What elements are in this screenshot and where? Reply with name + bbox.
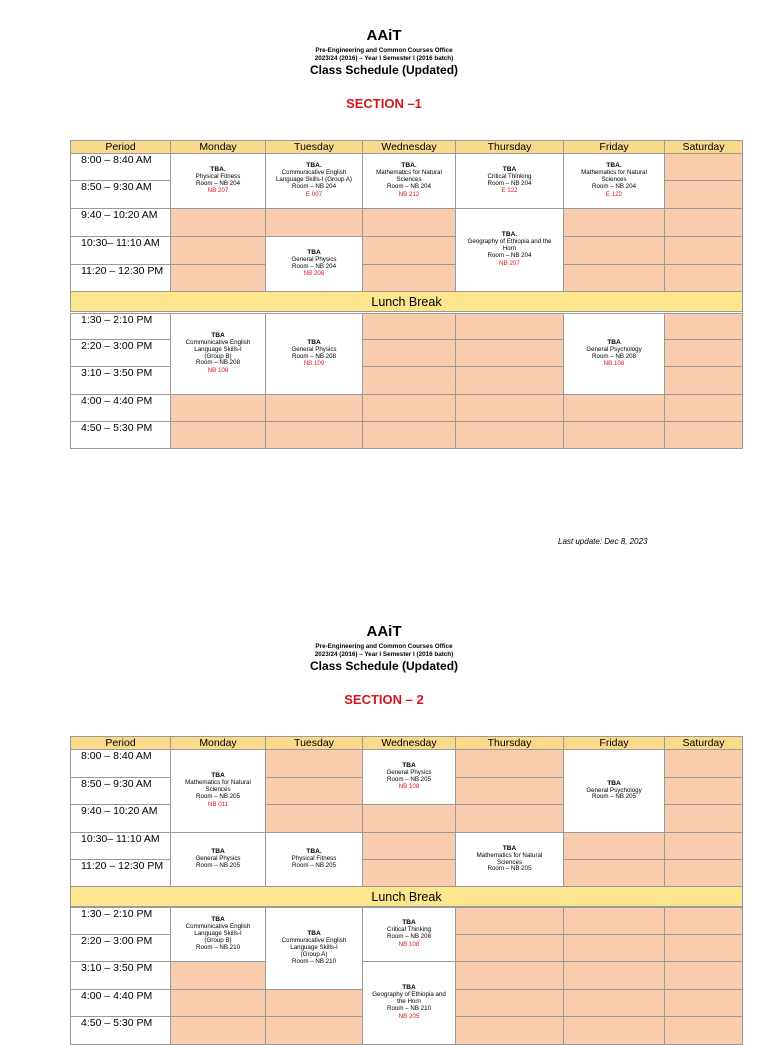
s1-empty-slot [455, 313, 564, 340]
class-line: Sciences [496, 858, 523, 866]
s2-empty-slot [664, 832, 743, 860]
s2-period-cell: 4:50 – 5:30 PM [70, 1016, 171, 1045]
s1-period-cell: 10:30– 11:10 AM [70, 236, 171, 265]
class-room: NB 108 [603, 360, 625, 368]
class-line: Room – NB 204 [291, 182, 337, 190]
s2-empty-slot [664, 907, 743, 935]
s1-empty-slot [362, 236, 456, 265]
s1-empty-slot [563, 394, 665, 422]
s1-class-block[interactable] [265, 153, 363, 209]
s1-empty-slot [265, 394, 363, 422]
s2-empty-slot [455, 749, 564, 778]
section2-batch: 2023/24 (2016) – Year I Semester I (2016 batch) [314, 650, 454, 658]
class-room: E 122 [501, 187, 518, 195]
s2-empty-slot [664, 989, 743, 1017]
s2-period-cell: 10:30– 11:10 AM [70, 832, 171, 860]
s1-period-cell: 11:20 – 12:30 PM [70, 264, 171, 292]
s1-header-friday: Friday [563, 140, 665, 154]
s1-empty-slot [455, 366, 564, 395]
class-line: (Group A) [300, 950, 328, 958]
class-line: Room – NB 204 [386, 182, 432, 190]
class-room: NB 109 [303, 360, 325, 368]
s1-empty-slot [563, 264, 665, 292]
s2-empty-slot [664, 1016, 743, 1045]
s1-period-cell: 3:10 – 3:50 PM [70, 366, 171, 395]
class-tba: TBA [607, 779, 621, 787]
s1-period-cell: 4:00 – 4:40 PM [70, 394, 171, 422]
s1-empty-slot [362, 421, 456, 449]
class-line: Mathematics for Natural [581, 169, 647, 177]
s2-period-cell: 4:00 – 4:40 PM [70, 989, 171, 1017]
s2-empty-slot [563, 832, 665, 860]
class-room: NB 212 [398, 190, 420, 198]
s1-empty-slot [455, 339, 564, 367]
class-line: Geography of Ethiopia and the [467, 238, 552, 246]
s1-class-block[interactable] [455, 208, 564, 292]
s2-empty-slot [362, 804, 456, 833]
s1-class-block[interactable] [563, 153, 665, 209]
s1-header-monday: Monday [170, 140, 266, 154]
class-line: Room – NB 208 [386, 933, 432, 940]
s2-class-block[interactable] [362, 749, 456, 805]
s2-period-cell: 3:10 – 3:50 PM [70, 961, 171, 990]
s2-empty-slot [664, 859, 743, 887]
s2-empty-slot [664, 934, 743, 962]
s2-empty-slot [265, 777, 363, 805]
class-line: (Group B) [204, 352, 232, 360]
class-line: Communicative English [185, 923, 251, 931]
class-line: Language Skills-I [194, 345, 242, 353]
s2-class-block[interactable] [170, 749, 266, 833]
class-line: Communicative English [281, 169, 347, 177]
s1-header-thursday: Thursday [455, 140, 564, 154]
s2-lunch-break: Lunch Break [70, 886, 743, 907]
class-line: General Psychology [586, 345, 642, 353]
s2-class-block[interactable] [170, 832, 266, 887]
class-line: Room – NB 205 [291, 861, 337, 869]
class-line: General Physics [291, 345, 337, 353]
section2-title: AAiT [366, 623, 402, 640]
s1-class-block[interactable] [265, 236, 363, 292]
s1-empty-slot [664, 208, 743, 237]
class-room: NB 011 [207, 800, 229, 808]
s2-empty-slot [455, 934, 564, 962]
s1-empty-slot [170, 208, 266, 237]
s2-empty-slot [664, 804, 743, 833]
class-line: Room – NB 205 [487, 865, 532, 873]
s2-class-block[interactable] [455, 832, 564, 887]
class-tba: TBA [502, 844, 517, 852]
s2-empty-slot [664, 961, 743, 990]
s2-period-cell: 9:40 – 10:20 AM [70, 804, 171, 833]
class-line: Sciences [601, 176, 627, 184]
s1-empty-slot [362, 394, 456, 422]
class-line: Sciences [205, 786, 231, 794]
class-tba: TBA. [606, 162, 622, 170]
s1-empty-slot [170, 394, 266, 422]
section2-label: SECTION – 2 [344, 692, 424, 707]
class-line: Room – NB 210 [195, 943, 241, 951]
s1-empty-slot [170, 421, 266, 449]
class-line: Geography of Ethiopia and [372, 991, 446, 999]
class-line: Room – NB 205 [195, 861, 241, 869]
class-room: NB 108 [207, 367, 229, 375]
last-update: Last update: Dec 8, 2023 [558, 537, 648, 546]
s2-empty-slot [455, 777, 564, 805]
class-tba: TBA [402, 761, 416, 769]
s2-empty-slot [563, 859, 665, 887]
s2-header-thursday: Thursday [455, 736, 564, 750]
s2-header-saturday: Saturday [664, 736, 743, 750]
s2-empty-slot [170, 961, 266, 990]
class-tba: TBA [211, 848, 225, 856]
s2-class-block[interactable] [362, 961, 456, 1045]
s2-empty-slot [563, 961, 665, 990]
section1-batch: 2023/24 (2016) – Year I Semester I (2016 batch) [314, 54, 454, 62]
class-tba: TBA. [401, 162, 417, 170]
class-line: General Physics [291, 255, 337, 263]
s2-class-block[interactable] [265, 907, 363, 990]
class-line: Room – NB 208 [291, 352, 337, 360]
section1-schedule-title: Class Schedule (Updated) [309, 63, 459, 77]
s2-empty-slot [664, 777, 743, 805]
s1-period-cell: 8:50 – 9:30 AM [70, 180, 171, 209]
s1-empty-slot [664, 313, 743, 340]
class-tba: TBA. [501, 231, 518, 239]
s2-empty-slot [170, 989, 266, 1017]
s1-header-saturday: Saturday [664, 140, 743, 154]
s2-empty-slot [265, 749, 363, 778]
s2-empty-slot [455, 804, 564, 833]
class-tba: TBA. [210, 165, 226, 173]
s2-empty-slot [563, 934, 665, 962]
s1-class-block[interactable] [170, 313, 266, 395]
s1-header-period: Period [70, 140, 171, 154]
s1-empty-slot [563, 421, 665, 449]
class-tba: TBA. [306, 848, 322, 856]
class-line: Language Skills-I [290, 944, 338, 952]
class-line: Mathematics for Natural [476, 851, 543, 859]
class-line: Room – NB 208 [591, 352, 637, 360]
section1-title: AAiT [366, 27, 402, 44]
s1-empty-slot [664, 421, 743, 449]
class-line: Communicative English [185, 338, 251, 346]
class-room: NB 207 [499, 259, 520, 267]
s1-empty-slot [362, 264, 456, 292]
s2-period-cell: 8:50 – 9:30 AM [70, 777, 171, 805]
s2-class-block[interactable] [170, 907, 266, 962]
s1-empty-slot [664, 180, 743, 209]
class-tba: TBA [211, 331, 225, 339]
s1-empty-slot [664, 339, 743, 367]
class-line: Room – NB 210 [291, 957, 337, 965]
class-room: NB 205 [398, 1012, 420, 1020]
s1-empty-slot [265, 421, 363, 449]
s2-empty-slot [265, 1016, 363, 1045]
class-line: Room – NB 205 [195, 792, 241, 800]
section2-office: Pre-Engineering and Common Courses Office [315, 643, 453, 650]
class-line: Horn [502, 245, 517, 253]
class-room: NB 108 [398, 940, 420, 948]
s1-empty-slot [664, 264, 743, 292]
s1-empty-slot [362, 208, 456, 237]
s1-period-cell: 9:40 – 10:20 AM [70, 208, 171, 237]
class-room: NB 208 [303, 270, 325, 278]
s1-class-block[interactable] [265, 313, 363, 395]
class-line: Sciences [396, 176, 422, 184]
class-room: E 007 [305, 190, 323, 198]
s2-empty-slot [170, 1016, 266, 1045]
section2-schedule-title: Class Schedule (Updated) [309, 659, 459, 673]
s2-header-wednesday: Wednesday [362, 736, 456, 750]
s1-period-cell: 2:20 – 3:00 PM [70, 339, 171, 367]
class-room: E 122 [605, 190, 623, 198]
class-line: Critical Thinking [487, 172, 532, 180]
s2-empty-slot [455, 989, 564, 1017]
s2-empty-slot [563, 1016, 665, 1045]
s2-empty-slot [362, 859, 456, 887]
class-room: NB 108 [398, 783, 420, 791]
s1-empty-slot [455, 421, 564, 449]
class-line: Room – NB 208 [195, 359, 241, 367]
class-line: Room – NB 205 [386, 775, 432, 783]
class-tba: TBA [211, 772, 225, 780]
s1-class-block[interactable] [455, 153, 564, 209]
class-line: Room – NB 205 [591, 793, 637, 801]
s2-empty-slot [265, 804, 363, 833]
s2-empty-slot [563, 989, 665, 1017]
class-tba: TBA [307, 930, 321, 938]
s1-class-block[interactable] [170, 153, 266, 209]
s1-empty-slot [362, 366, 456, 395]
class-line: Physical Fitness [195, 172, 241, 180]
s1-empty-slot [362, 339, 456, 367]
s1-empty-slot [664, 153, 743, 181]
s1-period-cell: 8:00 – 8:40 AM [70, 153, 171, 181]
s1-empty-slot [170, 264, 266, 292]
s1-empty-slot [265, 208, 363, 237]
class-line: Communicative English [281, 937, 347, 945]
class-tba: TBA [402, 919, 416, 927]
s1-empty-slot [455, 394, 564, 422]
s2-header-monday: Monday [170, 736, 266, 750]
class-line: General Physics [386, 768, 432, 776]
s1-empty-slot [563, 208, 665, 237]
class-line: Mathematics for Natural [376, 169, 442, 177]
section1-label: SECTION –1 [346, 96, 422, 111]
s1-empty-slot [170, 236, 266, 265]
s2-class-block[interactable] [265, 832, 363, 887]
class-line: Room – NB 204 [291, 262, 337, 270]
s2-empty-slot [455, 1016, 564, 1045]
s1-header-tuesday: Tuesday [265, 140, 363, 154]
s1-empty-slot [664, 236, 743, 265]
class-line: Room – NB 204 [487, 179, 532, 187]
s2-class-block[interactable] [563, 749, 665, 833]
s1-class-block[interactable] [362, 153, 456, 209]
s1-empty-slot [664, 366, 743, 395]
class-tba: TBA [502, 165, 517, 173]
class-tba: TBA [607, 338, 621, 346]
s2-period-cell: 2:20 – 3:00 PM [70, 934, 171, 962]
class-line: General Physics [195, 855, 241, 863]
s2-header-period: Period [70, 736, 171, 750]
s1-empty-slot [563, 236, 665, 265]
s1-empty-slot [362, 313, 456, 340]
s1-class-block[interactable] [563, 313, 665, 395]
s2-empty-slot [563, 907, 665, 935]
class-room: NB 207 [207, 187, 229, 195]
s1-period-cell: 4:50 – 5:30 PM [70, 421, 171, 449]
s2-class-block[interactable] [362, 907, 456, 962]
s2-empty-slot [455, 961, 564, 990]
class-tba: TBA. [306, 162, 322, 170]
class-line: General Psychology [586, 786, 642, 794]
s2-period-cell: 8:00 – 8:40 AM [70, 749, 171, 778]
class-line: Physical Fitness [291, 855, 337, 863]
class-line: Language Skills-I [194, 930, 242, 938]
s1-empty-slot [664, 394, 743, 422]
class-line: Language Skills-I (Group A) [275, 176, 352, 184]
s2-empty-slot [362, 832, 456, 860]
s2-header-tuesday: Tuesday [265, 736, 363, 750]
class-line: Room – NB 210 [386, 1004, 432, 1012]
s1-header-wednesday: Wednesday [362, 140, 456, 154]
class-line: Critical Thinking [387, 926, 431, 934]
s2-period-cell: 11:20 – 12:30 PM [70, 859, 171, 887]
class-tba: TBA [307, 248, 321, 256]
s2-empty-slot [664, 749, 743, 778]
section1-office: Pre-Engineering and Common Courses Office [315, 47, 453, 54]
class-line: Room – NB 204 [591, 182, 637, 190]
s2-period-cell: 1:30 – 2:10 PM [70, 907, 171, 935]
s2-header-friday: Friday [563, 736, 665, 750]
class-line: (Group B) [204, 936, 232, 944]
class-line: Room – NB 204 [195, 179, 241, 187]
class-line: the Horn [397, 998, 421, 1006]
class-tba: TBA [402, 984, 416, 992]
s2-empty-slot [265, 989, 363, 1017]
class-tba: TBA [211, 916, 225, 924]
s2-empty-slot [455, 907, 564, 935]
class-tba: TBA [307, 338, 321, 346]
s1-lunch-break: Lunch Break [70, 291, 743, 312]
class-line: Room – NB 204 [487, 251, 532, 259]
s1-period-cell: 1:30 – 2:10 PM [70, 313, 171, 340]
class-line: Mathematics for Natural [185, 779, 251, 787]
